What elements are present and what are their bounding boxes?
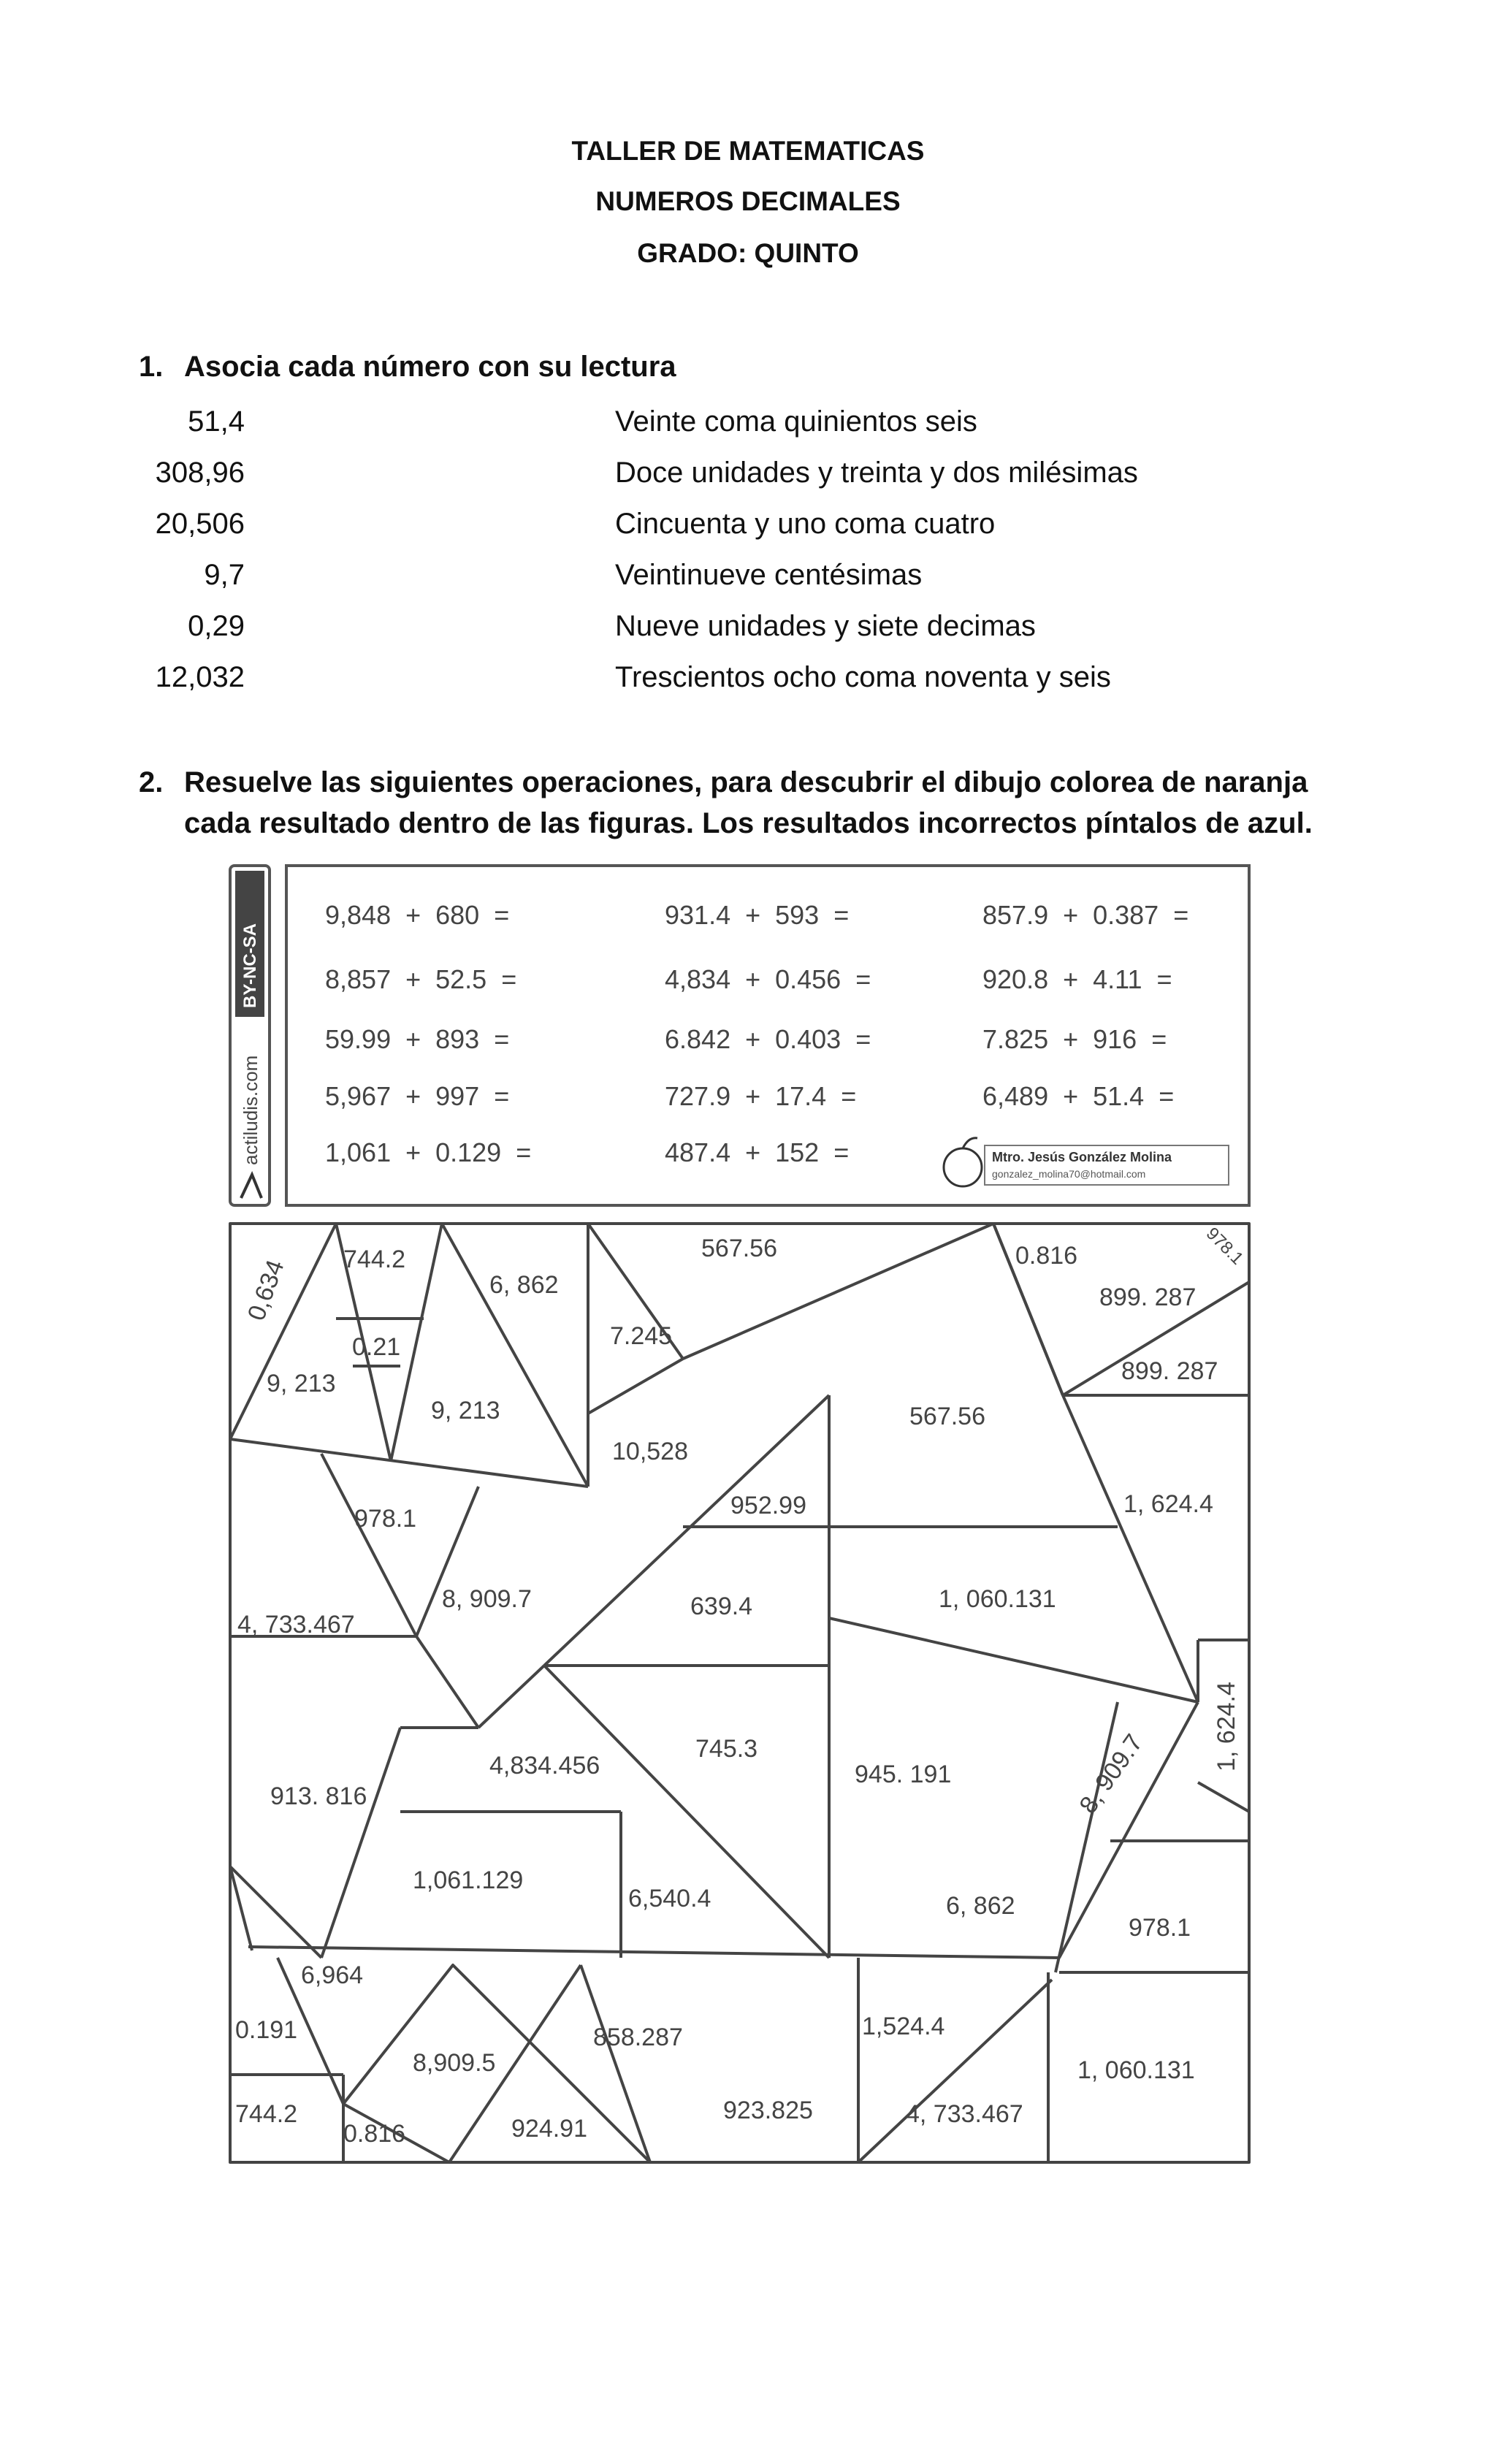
question-2-prompt-line-2: cada resultado dentro de las figuras. Los resultados incorrectos píntalos de azul. bbox=[184, 807, 1313, 839]
number-item: 0,29 bbox=[188, 610, 245, 642]
operation: 6,489 + 51.4 = bbox=[982, 1081, 1175, 1111]
puzzle-label: 0.21 bbox=[352, 1333, 401, 1361]
operation: 1,061 + 0.129 = bbox=[325, 1137, 532, 1167]
operation: 4,834 + 0.456 = bbox=[665, 964, 871, 994]
question-2-number: 2. bbox=[139, 766, 164, 798]
operation: 857.9 + 0.387 = bbox=[982, 900, 1189, 930]
reading-item: Cincuenta y uno coma cuatro bbox=[615, 508, 996, 540]
operation: 6.842 + 0.403 = bbox=[665, 1024, 871, 1054]
puzzle-label: 4, 733.467 bbox=[237, 1611, 355, 1639]
puzzle-label: 567.56 bbox=[909, 1403, 985, 1430]
puzzle-label: 899. 287 bbox=[1121, 1357, 1218, 1385]
reading-item: Trescientos ocho coma noventa y seis bbox=[615, 661, 1111, 693]
puzzle-label: 744.2 bbox=[343, 1246, 406, 1273]
number-item: 12,032 bbox=[155, 661, 245, 693]
puzzle-label: 924.91 bbox=[511, 2115, 587, 2143]
puzzle-label: 923.825 bbox=[723, 2097, 813, 2124]
puzzle-label: 1, 624.4 bbox=[1213, 1682, 1240, 1771]
author-email: gonzalez_molina70@hotmail.com bbox=[992, 1168, 1146, 1180]
reading-item: Nueve unidades y siete decimas bbox=[615, 610, 1036, 642]
operation: 487.4 + 152 = bbox=[665, 1137, 850, 1167]
reading-item: Doce unidades y treinta y dos milésimas bbox=[615, 457, 1138, 489]
operation: 5,967 + 997 = bbox=[325, 1081, 510, 1111]
puzzle-label: 945. 191 bbox=[855, 1761, 952, 1788]
reading-item: Veinte coma quinientos seis bbox=[615, 405, 977, 438]
puzzle-label: 1, 060.131 bbox=[1077, 2056, 1195, 2084]
puzzle-label: 4, 733.467 bbox=[906, 2100, 1023, 2128]
puzzle-label: 858.287 bbox=[593, 2024, 683, 2051]
puzzle-label: 639.4 bbox=[690, 1593, 753, 1620]
operation: 7.825 + 916 = bbox=[982, 1024, 1167, 1054]
puzzle-lines bbox=[230, 1224, 1249, 2162]
puzzle-label: 0.191 bbox=[235, 2016, 298, 2044]
operation: 727.9 + 17.4 = bbox=[665, 1081, 857, 1111]
puzzle-label: 7.245 bbox=[610, 1322, 673, 1350]
puzzle-label: 9, 213 bbox=[267, 1370, 336, 1397]
number-item: 51,4 bbox=[188, 405, 245, 438]
puzzle-labels bbox=[235, 1224, 1247, 2148]
number-item: 20,506 bbox=[155, 508, 245, 540]
puzzle-label: 6, 862 bbox=[489, 1271, 559, 1299]
operation: 8,857 + 52.5 = bbox=[325, 964, 517, 994]
puzzle-label: 952.99 bbox=[730, 1492, 806, 1519]
puzzle-label: 978.1 bbox=[1129, 1914, 1191, 1942]
puzzle-label: 0.816 bbox=[343, 2120, 406, 2148]
puzzle-label: 8, 909.7 bbox=[442, 1585, 532, 1613]
operation: 9,848 + 680 = bbox=[325, 900, 510, 930]
puzzle-label: 1, 624.4 bbox=[1123, 1490, 1213, 1518]
puzzle-label: 10,528 bbox=[612, 1438, 688, 1465]
puzzle-label: 4,834.456 bbox=[489, 1752, 600, 1780]
puzzle-label: 8,909.5 bbox=[413, 2049, 496, 2077]
puzzle-label: 978.1 bbox=[1202, 1224, 1248, 1269]
reading-item: Veintinueve centésimas bbox=[615, 559, 923, 591]
puzzle-label: 899. 287 bbox=[1099, 1284, 1197, 1311]
operation: 59.99 + 893 = bbox=[325, 1024, 510, 1054]
worksheet-title: TALLER DE MATEMATICAS bbox=[571, 136, 925, 166]
number-item: 308,96 bbox=[155, 457, 245, 489]
puzzle-label: 913. 816 bbox=[270, 1782, 367, 1810]
puzzle-label: 567.56 bbox=[701, 1235, 777, 1262]
puzzle-label: 9, 213 bbox=[431, 1397, 500, 1424]
operation: 920.8 + 4.11 = bbox=[982, 964, 1172, 994]
puzzle-label: 978.1 bbox=[354, 1505, 417, 1533]
author-name: Mtro. Jesús González Molina bbox=[992, 1150, 1172, 1164]
puzzle-label: 6,964 bbox=[301, 1961, 364, 1989]
question-1-prompt: Asocia cada número con su lectura bbox=[184, 351, 676, 383]
puzzle-label: 744.2 bbox=[235, 2100, 298, 2128]
number-item: 9,7 bbox=[204, 559, 245, 591]
question-2-prompt-line-1: Resuelve las siguientes operaciones, para descubrir el dibujo colorea de naranja bbox=[184, 766, 1308, 798]
worksheet-grade: GRADO: QUINTO bbox=[637, 238, 859, 268]
puzzle-label: 6, 862 bbox=[946, 1892, 1015, 1920]
operation: 931.4 + 593 = bbox=[665, 900, 850, 930]
side-site-text: actiludis.com bbox=[240, 1055, 262, 1165]
puzzle-label: 745.3 bbox=[695, 1735, 758, 1763]
puzzle-label: 1,061.129 bbox=[413, 1866, 524, 1894]
puzzle-label: 8, 909.7 bbox=[1074, 1729, 1149, 1819]
puzzle-label: 0.816 bbox=[1015, 1242, 1078, 1270]
puzzle-label: 1, 060.131 bbox=[939, 1585, 1056, 1613]
license-badge: BY-NC-SA bbox=[240, 923, 260, 1008]
puzzle-label: 6,540.4 bbox=[628, 1885, 711, 1912]
puzzle-label: 0,634 bbox=[242, 1256, 290, 1324]
question-1-number: 1. bbox=[139, 351, 164, 383]
worksheet-subtitle: NUMEROS DECIMALES bbox=[595, 186, 901, 216]
puzzle-label: 1,524.4 bbox=[862, 2013, 945, 2040]
